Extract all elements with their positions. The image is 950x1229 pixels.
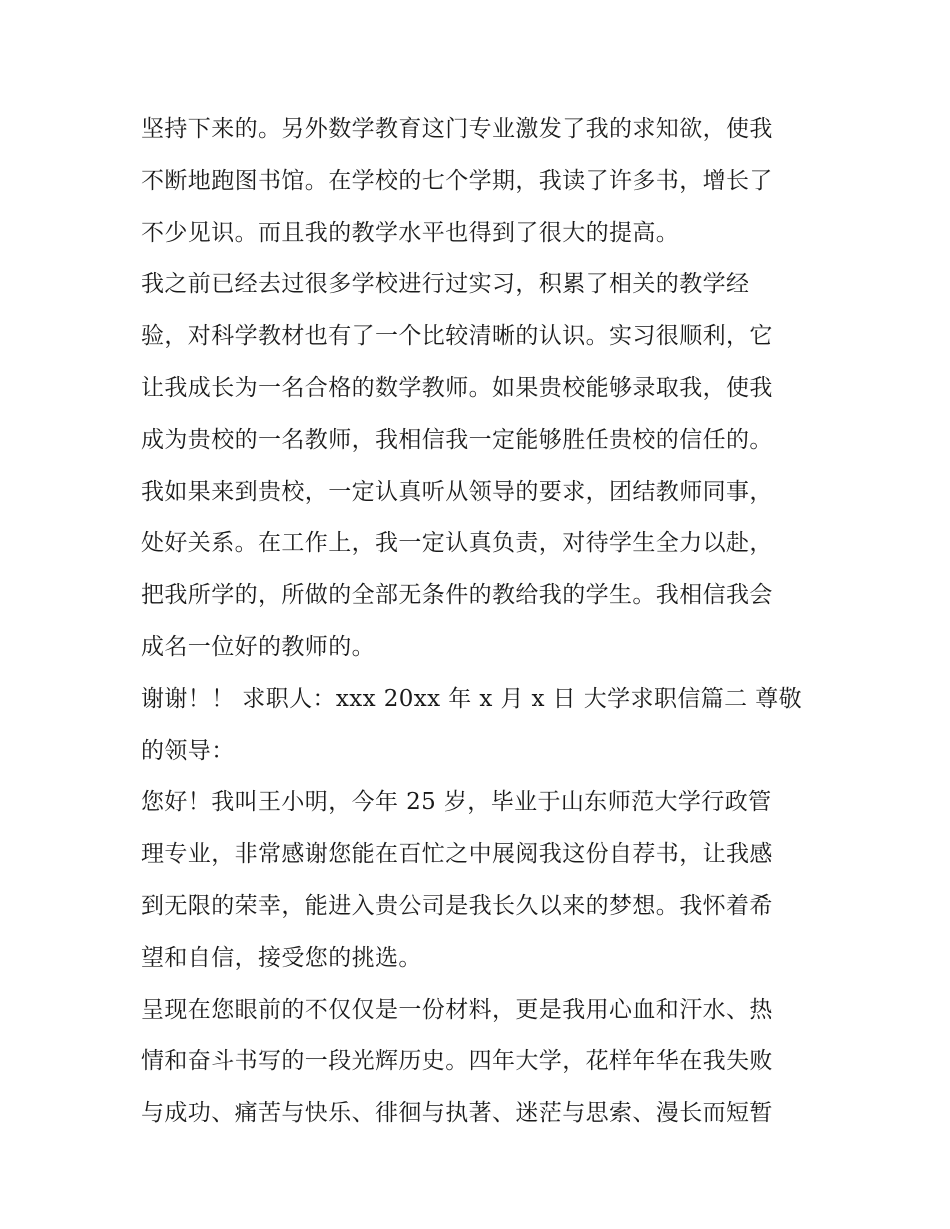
text-line-20: 与成功、痛苦与快乐、徘徊与执著、迷茫与思索、漫长而短暂: [141, 1100, 773, 1127]
text-line-5: 验，对科学教材也有了一个比较清晰的认识。实习很顺利，它: [141, 323, 773, 350]
text-line-7: 成为贵校的一名教师，我相信我一定能够胜任贵校的信任的。: [141, 426, 773, 453]
text-line-4: 我之前已经去过很多学校进行过实习，积累了相关的教学经: [141, 271, 750, 298]
text-line-10: 把我所学的，所做的全部无条件的教给我的学生。我相信我会: [141, 582, 773, 609]
text-line-18: 呈现在您眼前的不仅仅是一份材料，更是我用心血和汗水、热: [141, 996, 773, 1023]
text-line-15: 理专业，非常感谢您能在百忙之中展阅我这份自荐书，让我感: [141, 841, 773, 868]
text-line-13: 的领导：: [141, 737, 235, 764]
text-line-16: 到无限的荣幸，能进入贵公司是我长久以来的梦想。我怀着希: [141, 892, 773, 919]
text-line-19: 情和奋斗书写的一段光辉历史。四年大学，花样年华在我失败: [141, 1048, 773, 1075]
text-line-17: 望和自信，接受您的挑选。: [141, 944, 422, 971]
text-line-14: 您好！我叫王小明，今年 25 岁，毕业于山东师范大学行政管: [141, 789, 772, 816]
text-line-3: 不少见识。而且我的教学水平也得到了很大的提高。: [141, 219, 680, 246]
text-line-2: 不断地跑图书馆。在学校的七个学期，我读了许多书，增长了: [141, 167, 773, 194]
text-line-11: 成名一位好的教师的。: [141, 633, 375, 660]
text-line-1: 坚持下来的。另外数学教育这门专业激发了我的求知欲，使我: [141, 116, 773, 142]
text-line-12: 谢谢！！ 求职人：xxx 20xx 年 x 月 x 日 大学求职信篇二 尊敬: [141, 685, 803, 712]
text-line-9: 处好关系。在工作上，我一定认真负责，对待学生全力以赴，: [141, 530, 773, 557]
text-line-6: 让我成长为一名合格的数学教师。如果贵校能够录取我，使我: [141, 374, 773, 401]
body-text: [141, 104, 816, 1140]
text-line-8: 我如果来到贵校，一定认真听从领导的要求，团结教师同事，: [141, 478, 773, 505]
